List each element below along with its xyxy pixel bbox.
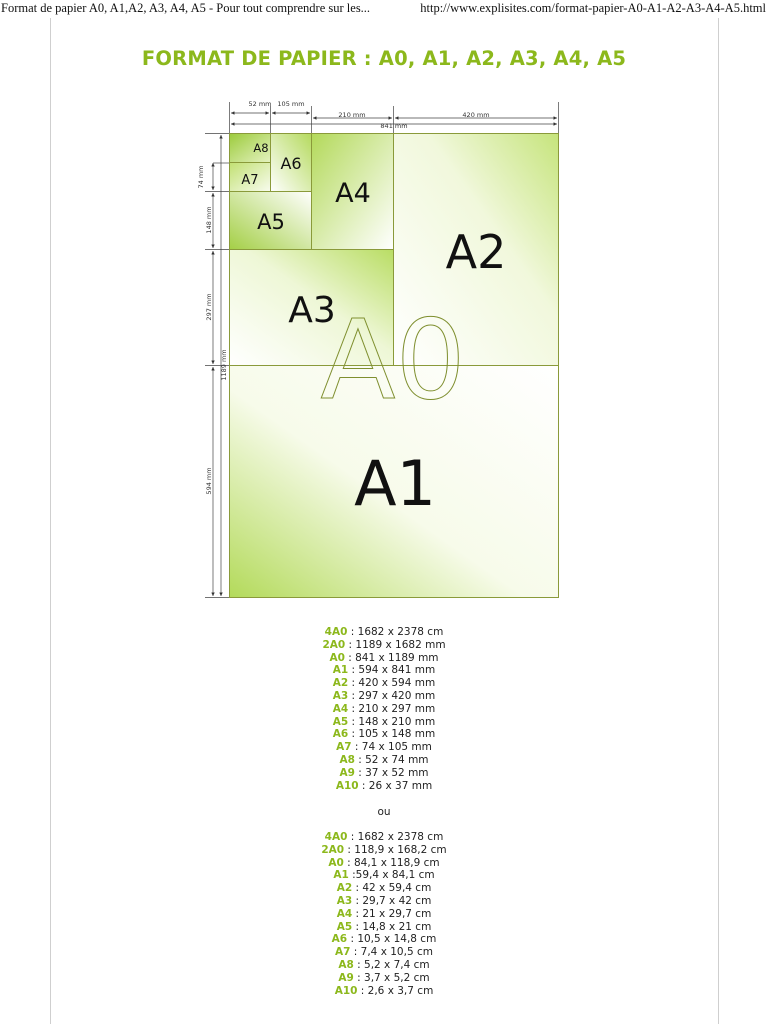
format-size: : 3,7 x 5,2 cm [353, 971, 430, 984]
format-row [0, 972, 768, 985]
format-label: A2 [332, 677, 349, 690]
format-row [0, 857, 768, 870]
format-size: : 37 x 52 mm [354, 766, 429, 779]
format-row [0, 946, 768, 959]
format-list-mm [0, 626, 768, 792]
label-a1: A1 [354, 447, 436, 520]
label-a7: A7 [241, 173, 259, 188]
format-label: A6 [331, 933, 348, 946]
label-a3: A3 [288, 290, 336, 331]
format-row [0, 908, 768, 921]
format-size: : 29,7 x 42 cm [352, 894, 432, 907]
format-size: : 118,9 x 168,2 cm [344, 843, 447, 856]
separator-ou: ou [377, 806, 391, 818]
dim-148: 148 mm [205, 206, 213, 234]
format-row [0, 882, 768, 895]
format-row [0, 895, 768, 908]
format-size: :59,4 x 84,1 cm [348, 869, 435, 882]
format-label: 2A0 [321, 843, 345, 856]
format-row [0, 652, 768, 665]
format-row [0, 690, 768, 703]
dim-297: 297 mm [205, 293, 213, 321]
dim-594: 594 mm [205, 467, 213, 495]
format-row [0, 921, 768, 934]
format-label: A3 [332, 689, 349, 702]
format-label: A10 [334, 984, 358, 997]
format-label: A5 [336, 920, 353, 933]
label-a8: A8 [253, 141, 269, 155]
format-row [0, 754, 768, 767]
format-row [0, 664, 768, 677]
format-size: : 7,4 x 10,5 cm [350, 946, 433, 959]
dim-420: 420 mm [462, 111, 490, 119]
format-size: : 10,5 x 14,8 cm [347, 933, 437, 946]
format-size: : 42 x 59,4 cm [352, 882, 432, 895]
label-a5: A5 [257, 210, 285, 234]
format-label: A10 [335, 779, 359, 792]
format-size: : 1682 x 2378 cm [347, 626, 444, 638]
page-title-header: Format de papier A0, A1,A2, A3, A4, A5 - Pour tout comprendre sur les... [1, 1, 371, 15]
format-size: : 105 x 148 mm [348, 728, 436, 741]
format-label: A3 [336, 894, 353, 907]
format-row [0, 626, 768, 639]
format-label: 4A0 [324, 831, 348, 843]
format-row [0, 703, 768, 716]
format-size: : 21 x 29,7 cm [352, 907, 432, 920]
format-size: : 420 x 594 mm [348, 677, 436, 690]
format-label: A6 [332, 728, 349, 741]
format-row [0, 959, 768, 972]
format-label: 2A0 [322, 638, 346, 651]
format-label: A8 [338, 958, 354, 971]
format-row [0, 741, 768, 754]
format-row [0, 677, 768, 690]
dim-74: 74 mm [197, 165, 205, 189]
format-row [0, 869, 768, 882]
format-size: : 84,1 x 118,9 cm [343, 856, 440, 869]
format-size: : 74 x 105 mm [351, 741, 432, 754]
format-size: : 14,8 x 21 cm [352, 920, 432, 933]
format-size: : 210 x 297 mm [348, 702, 436, 715]
format-label: A9 [338, 971, 354, 984]
format-size: : 2,6 x 3,7 cm [357, 984, 434, 997]
format-label: A7 [335, 946, 351, 959]
format-label: A4 [336, 907, 353, 920]
label-a2: A2 [445, 225, 507, 279]
format-label: A4 [332, 702, 349, 715]
format-label: A7 [336, 741, 352, 754]
label-a0: A0 [320, 296, 466, 424]
format-label: 4A0 [324, 626, 348, 638]
format-row [0, 767, 768, 780]
format-label: A1 [332, 664, 349, 677]
dim-1189: 1189 mm [220, 349, 228, 381]
format-row [0, 716, 768, 729]
format-size: : 594 x 841 mm [348, 664, 436, 677]
format-row [0, 985, 768, 998]
format-label: A2 [336, 882, 353, 895]
format-row [0, 933, 768, 946]
label-a4: A4 [335, 178, 371, 209]
format-size: : 52 x 74 mm [354, 753, 429, 766]
format-size: : 1682 x 2378 cm [347, 831, 444, 843]
format-row [0, 728, 768, 741]
format-label: A0 [328, 856, 344, 869]
format-list-cm [0, 831, 768, 997]
dim-105: 105 mm [277, 100, 305, 108]
format-label: A0 [329, 651, 345, 664]
format-label: A5 [332, 715, 349, 728]
dim-841: 841 mm [380, 122, 408, 130]
format-size: : 5,2 x 7,4 cm [353, 958, 430, 971]
format-row [0, 639, 768, 652]
page-title: FORMAT DE PAPIER : A0, A1, A2, A3, A4, A5 [141, 47, 627, 70]
format-row [0, 844, 768, 857]
format-row [0, 831, 768, 844]
format-size: : 841 x 1189 mm [344, 651, 439, 664]
format-size: : 1189 x 1682 mm [345, 638, 446, 651]
dim-52: 52 mm [248, 100, 272, 108]
format-label: A1 [333, 869, 349, 882]
format-size: : 297 x 420 mm [348, 689, 436, 702]
dim-210: 210 mm [338, 111, 366, 119]
format-label: A9 [339, 766, 355, 779]
format-row [0, 780, 768, 793]
page-url[interactable]: http://www.explisites.com/format-papier-A0-A1-A2-A3-A4-A5.html [420, 1, 766, 15]
format-label: A8 [339, 753, 355, 766]
format-size: : 26 x 37 mm [358, 779, 433, 792]
format-size: : 148 x 210 mm [348, 715, 436, 728]
label-a6: A6 [280, 154, 302, 173]
